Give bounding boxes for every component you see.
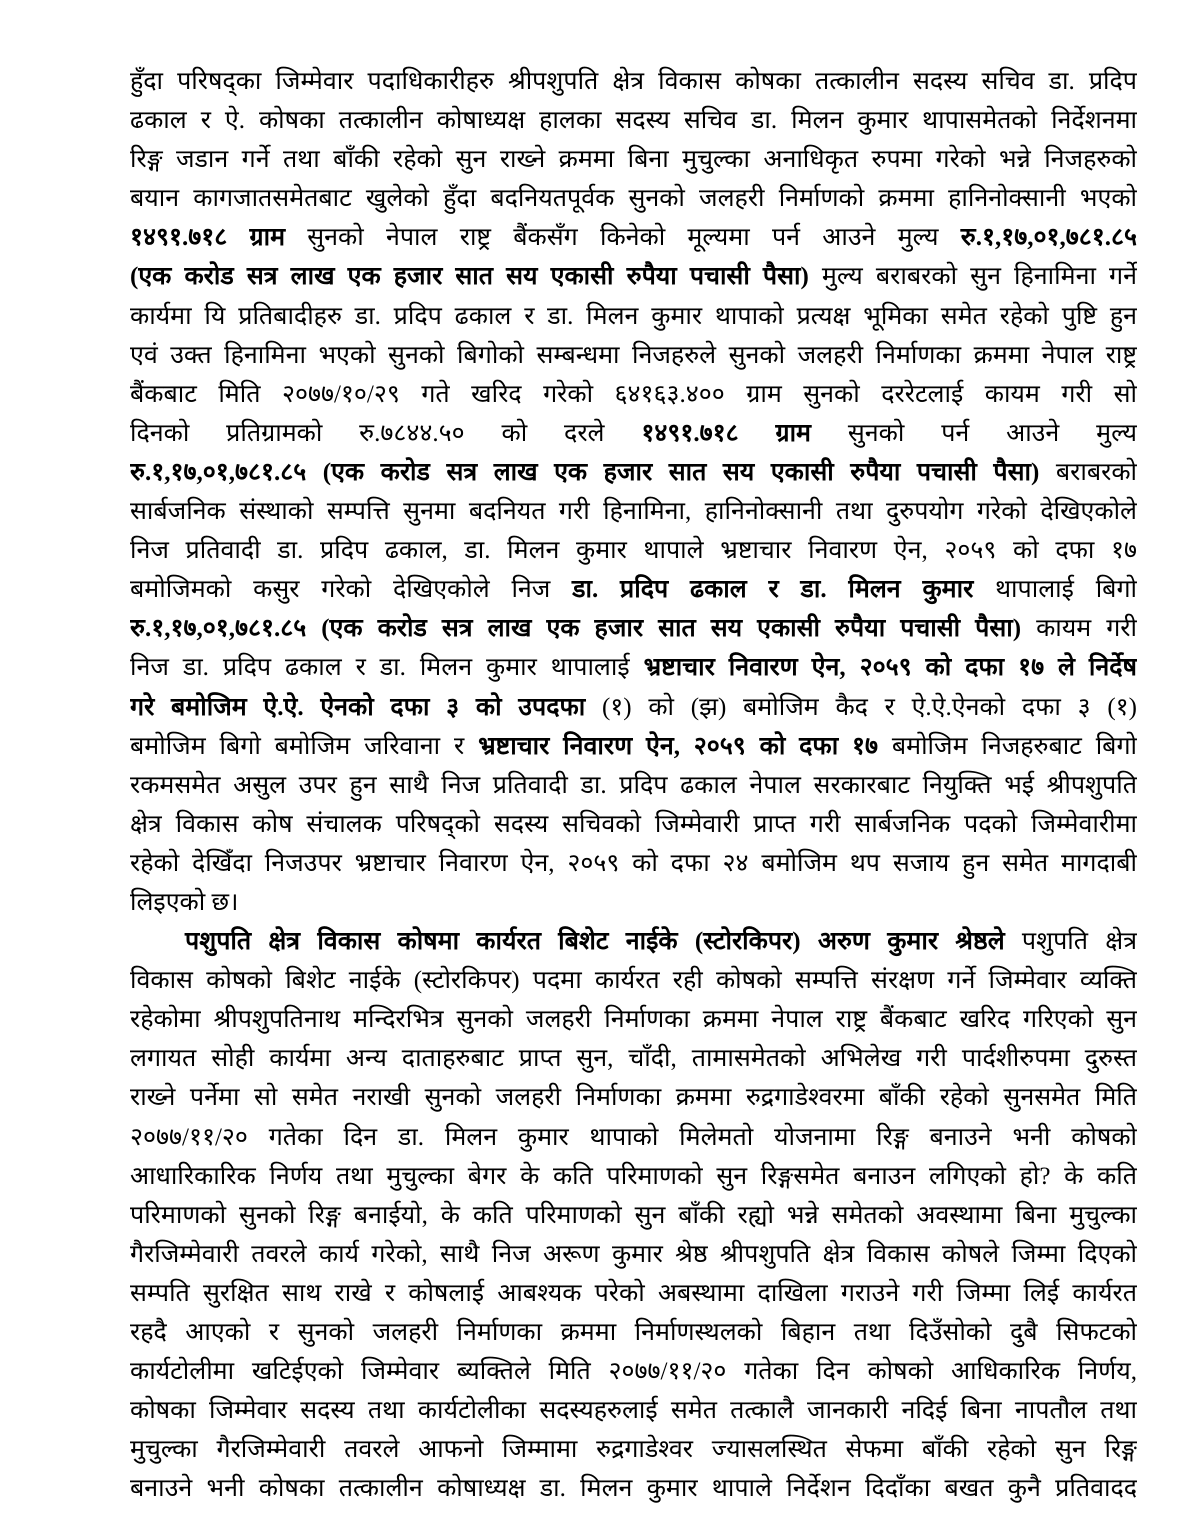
text-line (130, 766, 1137, 805)
text-segment: कार्यटोलीमा खटिईएको जिम्मेवार ब्यक्तिले मिति २०७७/११/२० गतेका दिन कोषको आधिकारिक निर्णय, (130, 1358, 1137, 1386)
text-line (130, 336, 1137, 375)
text-segment: सार्बजनिक संस्थाको सम्पत्ति सुनमा बदनियत गरी हिनामिना, हानिनोक्सानी तथा दुरुपयोग गरेको देखिएकोले (130, 498, 1137, 526)
text-line (130, 492, 1137, 531)
text-segment: क्षेत्र विकास कोष संचालक परिषद्को सदस्य सचिवको जिम्मेवारी प्राप्त गरी सार्बजनिक पदको जिम्मेवारीमा (130, 810, 1137, 838)
text-line (130, 1469, 1137, 1508)
text-line (130, 179, 1137, 218)
text-line (130, 1157, 1137, 1196)
text-segment: हुँदा परिषद्का जिम्मेवार पदाधिकारीहरु श्रीपशुपति क्षेत्र विकास कोषका तत्कालीन सदस्य सचिव डा. प्रदिप (130, 68, 1137, 95)
text-line (130, 883, 1137, 922)
text-line (130, 805, 1137, 844)
text-line (130, 1078, 1137, 1117)
text-segment: पशुपति क्षेत्र (1021, 928, 1137, 956)
text-line (130, 1196, 1137, 1235)
text-segment: आधारिकारिक निर्णय तथा मुचुल्का बेगर के कति परिमाणको सुन रिङ्गसमेत बनाउन लगिएको हो? के कति (130, 1162, 1137, 1190)
text-segment: रिङ्ग जडान गर्ने तथा बाँकी रहेको सुन राख्ने क्रममा बिना मुचुल्का अनाधिकृत रुपमा गरेको भन्ने निजहरुको (130, 146, 1137, 174)
text-segment: ढकाल र ऐ. कोषका तत्कालीन कोषाध्यक्ष हालका सदस्य सचिव डा. मिलन कुमार थापासमेतको निर्देशनमा (130, 107, 1137, 135)
bold-text-segment: रु.१,१७,०१,७८१.८५ (एक करोड सत्र लाख एक हजार सात सय एकासी रुपैया पचासी पैसा) (130, 615, 1037, 643)
text-line (130, 1430, 1137, 1469)
bold-text-segment: १४९१.७१८ ग्राम (641, 419, 848, 447)
text-line (130, 1235, 1137, 1274)
text-segment: कोषका जिम्मेवार सदस्य तथा कार्यटोलीका सदस्यहरुलाई समेत तत्कालै जानकारी नदिई बिना नापतौल तथा (130, 1397, 1137, 1425)
text-line (130, 140, 1137, 179)
text-segment: बराबरको (1055, 458, 1137, 486)
text-line (130, 453, 1137, 492)
text-line (130, 844, 1137, 883)
text-line (130, 1274, 1137, 1313)
text-segment: बमोजिम बिगो बमोजिम जरिवाना र (130, 732, 479, 760)
text-line (130, 531, 1137, 570)
text-segment: थापालाई बिगो (995, 576, 1137, 604)
bold-text-segment: भ्रष्टाचार निवारण ऐन, २०५९ को दफा १७ ले निर्देष (643, 654, 1137, 682)
text-segment: बयान कागजातसमेतबाट खुलेको हुँदा बदनियतपूर्वक सुनको जलहरी निर्माणको क्रममा हानिनोक्सानी भएको (130, 185, 1137, 213)
text-segment: बमोजिम निजहरुबाट बिगो (891, 732, 1137, 760)
bold-text-segment: भ्रष्टाचार निवारण ऐन, २०५९ को दफा १७ (478, 732, 892, 760)
text-segment: रकमसमेत असुल उपर हुन साथै निज प्रतिवादी डा. प्रदिप ढकाल नेपाल सरकारबाट नियुक्ति भई श्रीपशुपति (130, 771, 1137, 799)
bold-text-segment: गरे बमोजिम ऐ.ऐ. ऐनको दफा ३ को उपदफा (130, 693, 602, 721)
text-line (130, 1391, 1137, 1430)
text-line (130, 1313, 1137, 1352)
text-line (130, 101, 1137, 140)
text-segment: लगायत सोही कार्यमा अन्य दाताहरुबाट प्राप्त सुन, चाँदी, तामासमेतको अभिलेख गरी पार्दशीरुपमा दुरुस्त (130, 1045, 1137, 1073)
text-segment: रहदै आएको र सुनको जलहरी निर्माणका क्रममा निर्माणस्थलको बिहान तथा दिउँसोको दुबै सिफटको (130, 1319, 1137, 1346)
text-segment: एवं उक्त हिनामिना भएको सुनको बिगोको सम्बन्धमा निजहरुले सुनको जलहरी निर्माणका क्रममा नेपाल राष्ट्र (130, 341, 1137, 369)
text-segment: लिइएको छ। (130, 888, 239, 916)
bold-text-segment: रु.१,१७,०१,७८१.८५ (960, 224, 1137, 252)
text-segment: मुल्य बराबरको सुन हिनामिना गर्ने (821, 263, 1137, 291)
paragraph (130, 922, 1137, 1508)
paragraph (130, 62, 1137, 922)
bold-text-segment: (एक करोड सत्र लाख एक हजार सात सय एकासी रुपैया पचासी पैसा) (130, 263, 822, 291)
text-line (130, 688, 1137, 727)
text-segment: परिमाणको सुनको रिङ्ग बनाईयो, के कति परिमाणको सुन बाँकी रह्यो भन्ने समेतको अवस्थामा बिना मुचुल्का (130, 1201, 1137, 1229)
text-line (130, 414, 1137, 453)
text-segment: कायम गरी (1036, 615, 1137, 643)
text-segment: सम्पति सुरक्षित साथ राखे र कोषलाई आबश्यक परेको अबस्थामा दाखिला गराउने गरी जिम्मा लिई कार्यरत (130, 1279, 1137, 1307)
text-line (130, 648, 1137, 687)
text-block (130, 62, 1137, 1508)
text-segment: निज डा. प्रदिप ढकाल र डा. मिलन कुमार थापालाई (130, 654, 644, 682)
text-segment: गैरजिम्मेवारी तवरले कार्य गरेको, साथै निज अरूण कुमार श्रेष्ठ श्रीपशुपति क्षेत्र विकास कोषले जिम्मा दिएको (130, 1240, 1137, 1268)
text-segment: (१) को (झ) बमोजिम कैद र ऐ.ऐ.ऐनको दफा ३ (१) (601, 693, 1137, 721)
text-line (130, 570, 1137, 609)
text-segment: कार्यमा यि प्रतिबादीहरु डा. प्रदिप ढकाल र डा. मिलन कुमार थापाको प्रत्यक्ष भूमिका समेत रहेको पुष्टि हुन (130, 302, 1137, 330)
text-segment: रहेको देखिँदा निजउपर भ्रष्टाचार निवारण ऐन, २०५९ को दफा २४ बमोजिम थप सजाय हुन समेत मागदाबी (130, 849, 1137, 877)
bold-text-segment: १४९१.७१८ ग्राम (130, 224, 308, 252)
text-line (130, 375, 1137, 414)
text-segment: राख्ने पर्नेमा सो समेत नराखी सुनको जलहरी निर्माणका क्रममा रुद्रगाडेश्वरमा बाँकी रहेको सुनसमेत मिति (130, 1084, 1137, 1112)
text-line (130, 961, 1137, 1000)
text-line (130, 297, 1137, 336)
text-segment: विकास कोषको बिशेट नाईके (स्टोरकिपर) पदमा कार्यरत रही कोषको सम्पत्ति संरक्षण गर्ने जिम्मेवार व्यक्ति (130, 967, 1137, 995)
text-line (130, 1000, 1137, 1039)
text-segment: दिनको प्रतिग्रामको रु.७८४४.५० को दरले (130, 419, 642, 447)
text-segment: २०७७/११/२० गतेका दिन डा. मिलन कुमार थापाको मिलेमतो योजनामा रिङ्ग बनाउने भनी कोषको (130, 1123, 1137, 1151)
text-line (130, 1118, 1137, 1157)
text-line (130, 62, 1137, 101)
text-segment: बनाउने भनी कोषका तत्कालीन कोषाध्यक्ष डा. मिलन कुमार थापाले निर्देशन दिदाँका बखत कुनै प्रतिवादद (130, 1475, 1137, 1503)
text-segment: सुनको पर्न आउने मुल्य (847, 419, 1137, 447)
text-segment: मुचुल्का गैरजिम्मेवारी तवरले आफनो जिम्मामा रुद्रगाडेश्वर ज्यासलस्थित सेफमा बाँकी रहेको सुन रिङ्ग (130, 1436, 1137, 1464)
bold-text-segment: रु.१,१७,०१,७८१.८५ (एक करोड सत्र लाख एक हजार सात सय एकासी रुपैया पचासी पैसा) (130, 458, 1056, 486)
text-segment: बमोजिमको कसुर गरेको देखिएकोले निज (130, 576, 573, 604)
text-line (130, 1039, 1137, 1078)
text-line (130, 218, 1137, 257)
text-segment: रहेकोमा श्रीपशुपतिनाथ मन्दिरभित्र सुनको जलहरी निर्माणका क्रममा नेपाल राष्ट्र बैंकबाट खरिद गरिएको सुन (130, 1006, 1137, 1034)
text-segment: सुनको नेपाल राष्ट्र बैंकसँग किनेको मूल्यमा पर्न आउने मुल्य (307, 224, 961, 252)
text-line (130, 922, 1137, 961)
text-line (130, 609, 1137, 648)
text-line (130, 727, 1137, 766)
text-segment: निज प्रतिवादी डा. प्रदिप ढकाल, डा. मिलन कुमार थापाले भ्रष्टाचार निवारण ऐन, २०५९ को दफा १७ (130, 537, 1137, 565)
text-segment: बैंकबाट मिति २०७७/१०/२९ गते खरिद गरेको ६४१६३.४०० ग्राम सुनको दररेटलाई कायम गरी सो (130, 380, 1137, 408)
bold-text-segment: पशुपति क्षेत्र विकास कोषमा कार्यरत बिशेट नाईके (स्टोरकिपर) अरुण कुमार श्रेष्ठले (185, 928, 1022, 956)
text-line (130, 1352, 1137, 1391)
text-line (130, 257, 1137, 296)
bold-text-segment: डा. प्रदिप ढकाल र डा. मिलन कुमार (572, 576, 996, 604)
